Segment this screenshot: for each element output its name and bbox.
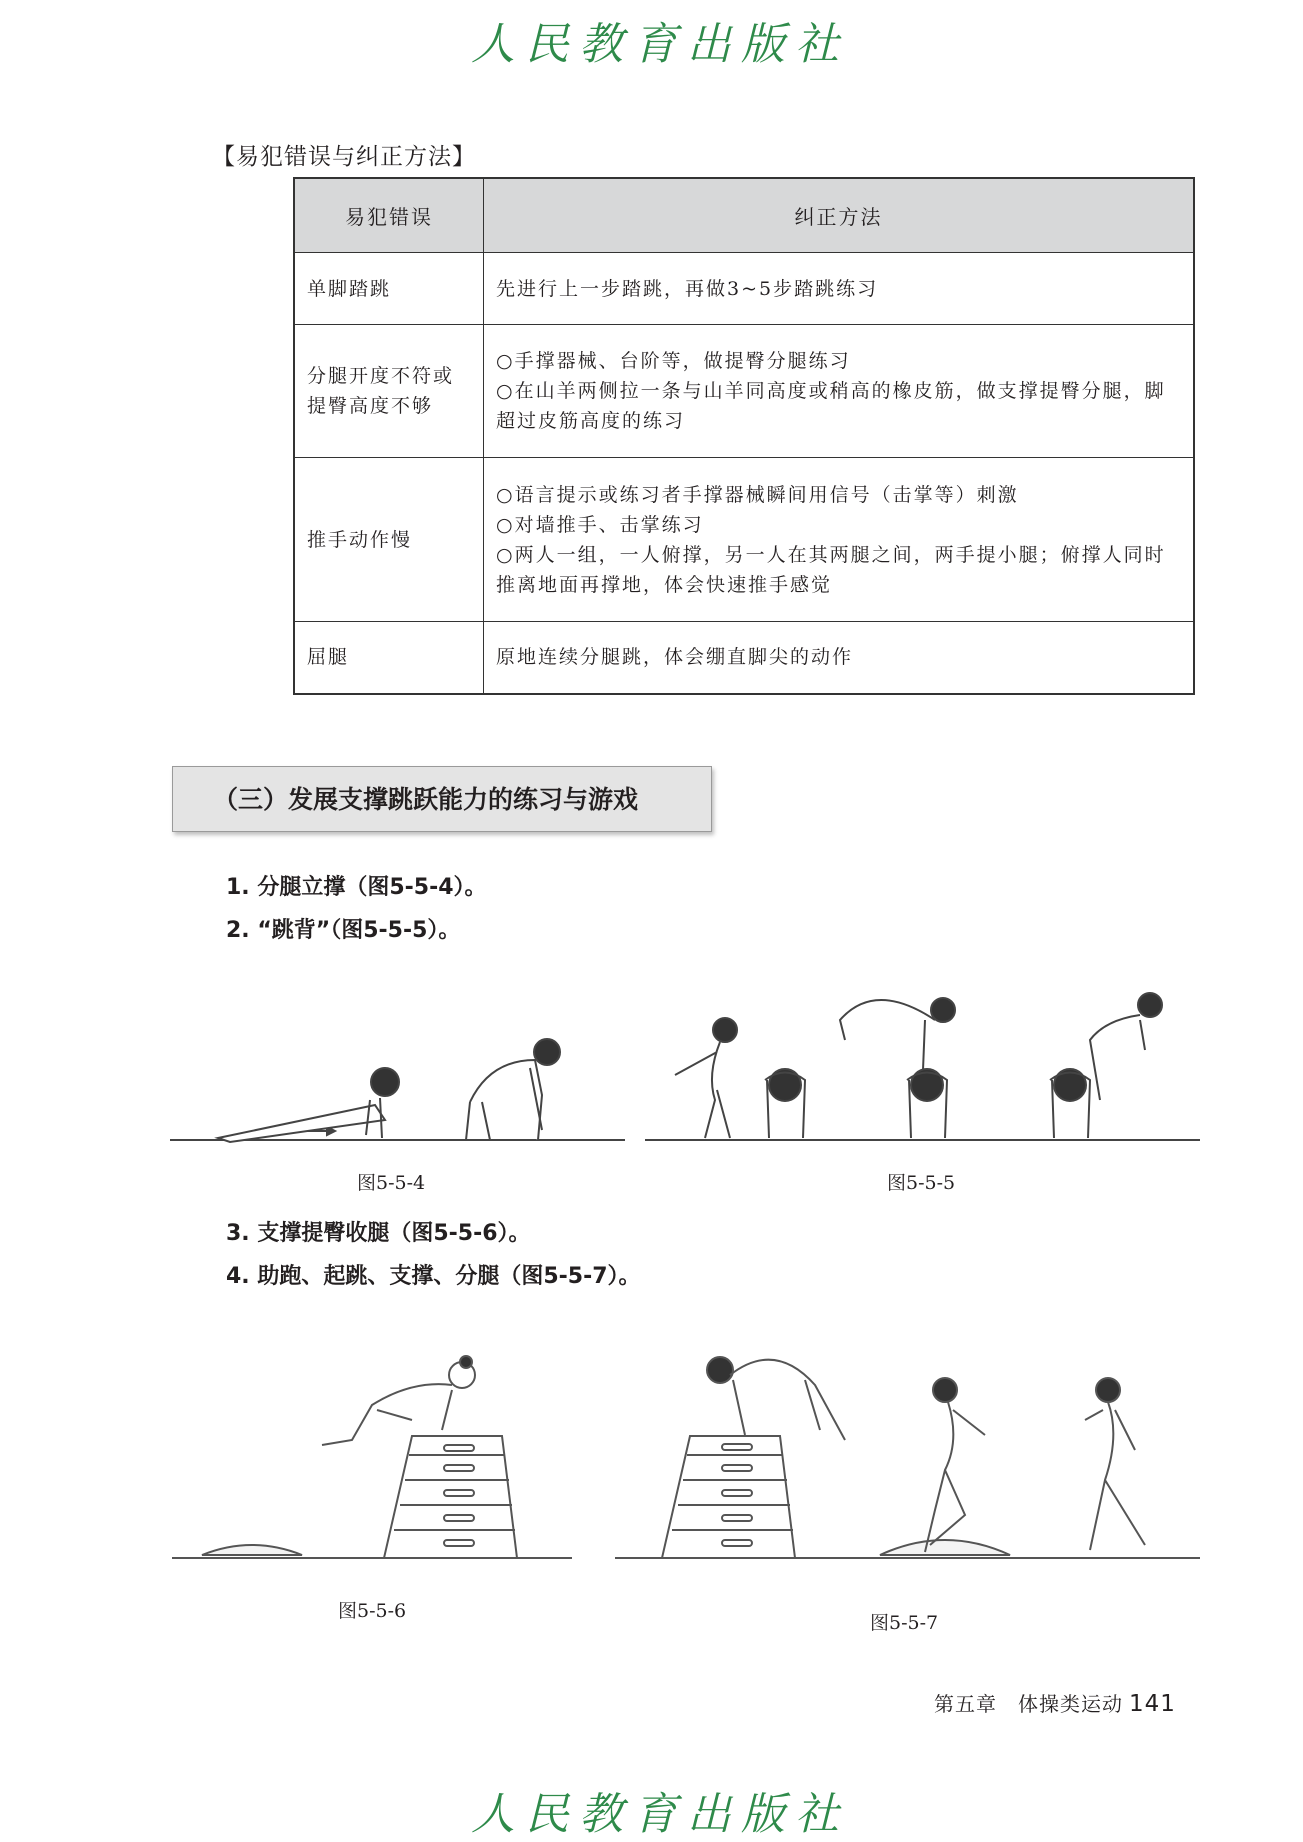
table-row bbox=[294, 325, 1194, 458]
page-number: 141 bbox=[1129, 1691, 1176, 1717]
fix-cell bbox=[484, 622, 1195, 694]
figure-5-5-4-illustration bbox=[170, 990, 625, 1150]
figure-5-5-4-caption: 图5-5-4 bbox=[357, 1172, 426, 1194]
figure-5-5-7-caption: 图5-5-7 bbox=[870, 1612, 939, 1634]
subsection-banner: （三）发展支撑跳跃能力的练习与游戏 bbox=[172, 766, 712, 832]
figure-5-5-7-illustration bbox=[615, 1340, 1200, 1565]
error-cell: 单脚踏跳 bbox=[294, 253, 484, 325]
list-item: 3. 支撑提臀收腿（图5-5-6）。 bbox=[226, 1221, 531, 1246]
errors-table bbox=[293, 177, 1195, 695]
page-footer bbox=[934, 1688, 1176, 1717]
fix-cell bbox=[484, 458, 1195, 622]
fix-line: 原地连续分腿跳，体会绷直脚尖的动作 bbox=[496, 646, 854, 669]
list-item: 4. 助跑、起跳、支撑、分腿（图5-5-7）。 bbox=[226, 1264, 641, 1289]
figure-5-5-5-caption: 图5-5-5 bbox=[887, 1172, 956, 1194]
fix-line: ○两人一组，一人俯撑，另一人在其两腿之间，两手提小腿；俯撑人同时推离地面再撑地，体会快速推手感觉 bbox=[496, 543, 1166, 596]
table-row bbox=[294, 253, 1194, 325]
fix-cell bbox=[484, 325, 1195, 458]
publisher-logo-top: 人民教育出版社 bbox=[471, 19, 849, 70]
fix-cell bbox=[484, 253, 1195, 325]
error-cell: 屈腿 bbox=[294, 622, 484, 694]
error-cell: 推手动作慢 bbox=[294, 458, 484, 622]
figure-5-5-5-illustration bbox=[645, 980, 1200, 1150]
fix-line: ○手撑器械、台阶等，做提臀分腿练习 bbox=[496, 350, 851, 372]
table-header-row bbox=[294, 178, 1194, 253]
list-item: 2. “跳背”（图5-5-5）。 bbox=[226, 918, 461, 943]
error-cell: 分腿开度不符或提臀高度不够 bbox=[294, 325, 484, 458]
publisher-logo-bottom: 人民教育出版社 bbox=[471, 1789, 849, 1840]
fix-line: 先进行上一步踏跳，再做3~5步踏跳练习 bbox=[496, 277, 879, 300]
header-fix: 纠正方法 bbox=[484, 178, 1195, 253]
section-title: 【易犯错误与纠正方法】 bbox=[212, 144, 476, 170]
figure-5-5-6-illustration bbox=[172, 1350, 572, 1565]
table-row bbox=[294, 458, 1194, 622]
list-item: 1. 分腿立撑（图5-5-4）。 bbox=[226, 875, 487, 900]
chapter-title: 第五章 体操类运动 bbox=[934, 1692, 1123, 1716]
fix-line: ○对墙推手、击掌练习 bbox=[496, 513, 704, 536]
header-error: 易犯错误 bbox=[294, 178, 484, 253]
figure-5-5-6-caption: 图5-5-6 bbox=[338, 1600, 407, 1622]
fix-line: ○在山羊两侧拉一条与山羊同高度或稍高的橡皮筋，做支撑提臀分腿，脚超过皮筋高度的练习 bbox=[496, 380, 1166, 432]
table-row bbox=[294, 622, 1194, 694]
fix-line: ○语言提示或练习者手撑器械瞬间用信号（击掌等）刺激 bbox=[496, 483, 1019, 506]
